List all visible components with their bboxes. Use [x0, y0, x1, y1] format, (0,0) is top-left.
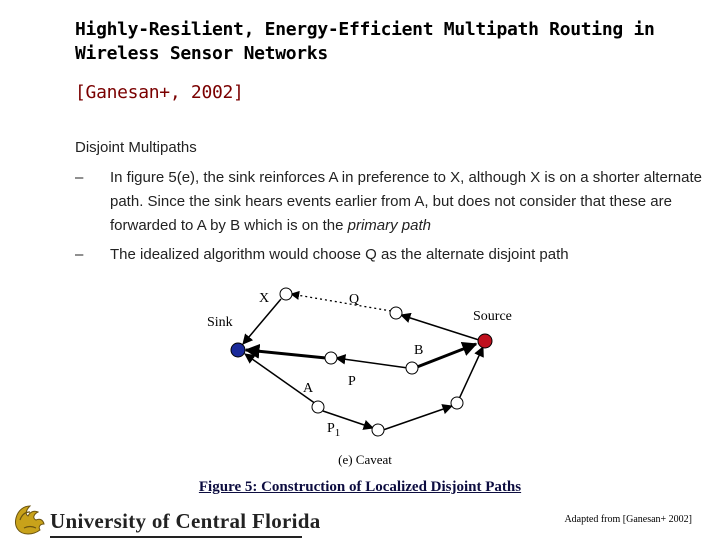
node-n1 — [451, 397, 463, 409]
edge-b-to-source — [417, 344, 476, 367]
section-heading: Disjoint Multipaths — [75, 139, 197, 156]
label-p1-subscript: 1 — [334, 427, 341, 439]
label-source: Source — [473, 309, 512, 324]
edge-b-to-a — [336, 358, 408, 368]
node-source — [478, 334, 492, 348]
node-q — [390, 307, 402, 319]
edge-p1-to-n1 — [383, 406, 452, 430]
edge-n1-to-source — [459, 347, 483, 399]
label-b: B — [414, 343, 424, 358]
node-x — [280, 288, 292, 300]
bullet-text: The idealized algorithm would choose Q as the alternate disjoint path — [110, 246, 569, 263]
node-b — [406, 362, 418, 374]
node-p — [312, 401, 324, 413]
label-p: P — [348, 374, 356, 389]
node-sink — [231, 343, 245, 357]
bullet-text-main: In figure 5(e), the sink reinforces A in preference to X, although X is on a shorter alternate path. Since the sink hears events earlier from A, but does not consider that these are forwarded to A by B which is on the — [110, 169, 703, 234]
figure-caption: Figure 5: Construction of Localized Disjoint Paths — [198, 479, 522, 495]
label-q: Q — [349, 292, 360, 307]
sub-caption: (e) Caveat — [338, 452, 392, 467]
node-p1 — [372, 424, 384, 436]
wordmark-rule — [50, 536, 302, 538]
edge-q-to-x — [291, 294, 391, 311]
edge-a-to-sink — [246, 350, 326, 358]
bullet-emphasis: primary path — [347, 217, 432, 234]
label-x: X — [259, 291, 270, 306]
label-p1 — [327, 421, 340, 439]
bullet-dash: – — [75, 169, 84, 186]
node-a — [325, 352, 337, 364]
adapted-from-note: Adapted from [Ganesan+ 2002] — [564, 514, 692, 525]
ucf-wordmark: University of Central Florida — [50, 509, 321, 533]
edge-source-to-q — [401, 315, 479, 340]
label-p1-main: P — [327, 421, 335, 436]
citation: [Ganesan+, 2002] — [75, 82, 244, 103]
label-a: A — [303, 381, 314, 396]
edge-p-to-sink — [245, 354, 316, 404]
bullet-dash: – — [75, 246, 84, 263]
label-sink: Sink — [207, 315, 233, 330]
slide-title: Highly-Resilient, Energy-Efficient Multipath Routing in Wireless Sensor Networks — [75, 19, 655, 64]
